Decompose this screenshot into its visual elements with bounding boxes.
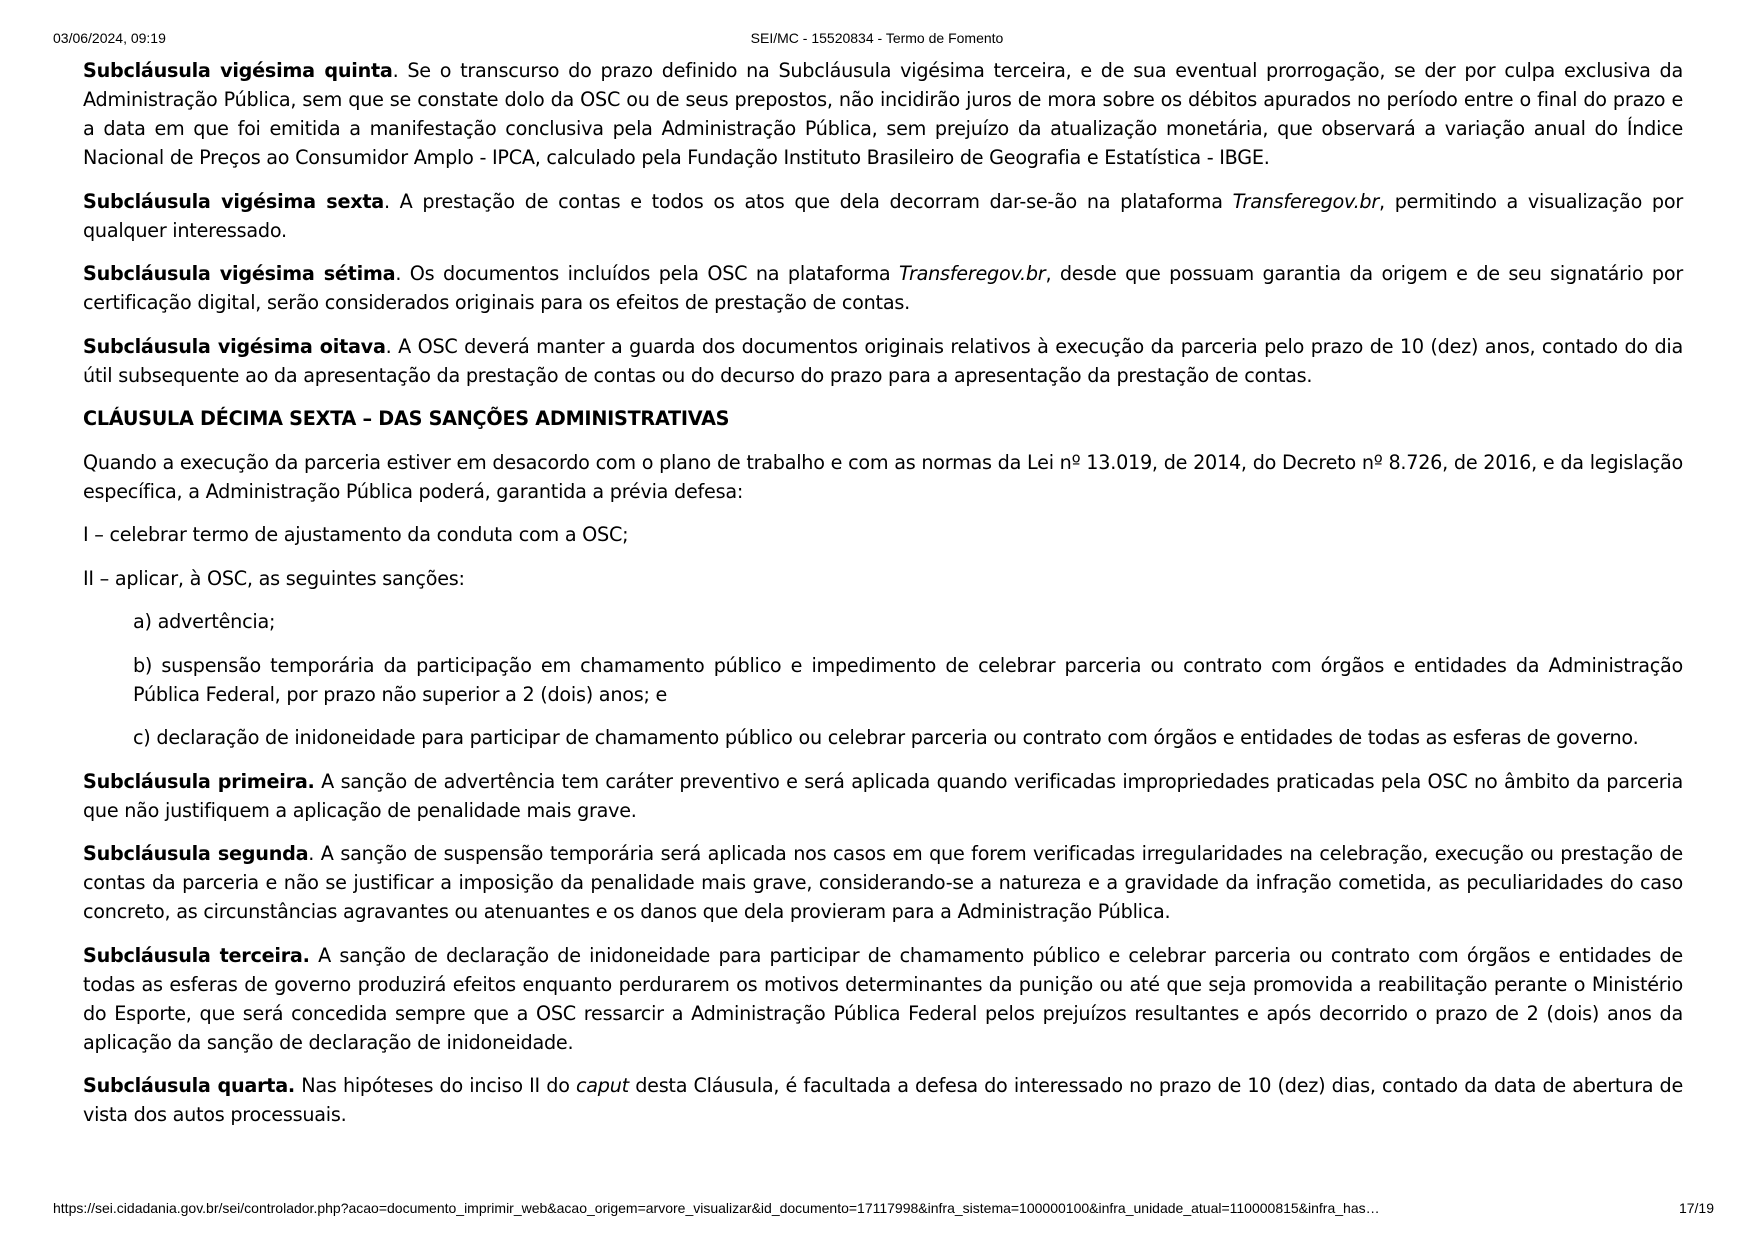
latin-term: caput: [575, 1074, 629, 1097]
paragraph-text: c) declaração de inidoneidade para participar de chamamento público ou celebrar parceria ou contrato com órgãos e entidades de todas as esferas de governo.: [133, 726, 1639, 749]
paragraph-text: . Se o transcurso do prazo definido na Subcláusula vigésima terceira, e de sua eventual prorrogação, se der por culpa exclusiva da Administração Pública, sem que se constate dolo da OSC ou de seus prepostos, não incidirão juros de mora sobre os débitos apurados no período entre o final do prazo e a data em que foi emitida a manifestação conclusiva pela Administração Pública, sem prejuízo da atualização monetária, que observará a variação anual do Índice Nacional de Preços ao Consumidor Amplo - IPCA, calculado pela Fundação Instituto Brasileiro de Geografia e Estatística - IBGE.: [83, 59, 1683, 169]
paragraph-text: desta Cláusula, é facultada a defesa do interessado no prazo de 10 (dez) dias, contado da data de abertura de vista dos autos processuais.: [83, 1074, 1683, 1126]
paragraph-text: , permitindo a visualização por qualquer interessado.: [83, 189, 1683, 242]
paragraph-subclausula-vigesima-sexta: [83, 187, 1683, 245]
print-document-title: SEI/MC - 15520834 - Termo de Fomento: [750, 30, 1004, 46]
paragraph-subitem-b: [133, 651, 1683, 709]
paragraph-item-ii: [83, 564, 1683, 593]
paragraph-clause-intro: [83, 448, 1683, 506]
paragraph-subitem-a: [133, 607, 1683, 636]
paragraph-text: . A sanção de suspensão temporária será aplicada nos casos em que forem verificadas irregularidades na celebração, execução ou prestação de contas da parceria e não se justificar a imposição da penalidade mais grave, considerando-se a natureza e a gravidade da infração cometida, as peculiaridades do caso concreto, as circunstâncias agravantes ou atenuantes e os danos que dela provieram para a Administração Pública.: [83, 842, 1683, 923]
print-header: [0, 30, 1754, 50]
platform-name: Transferegov.br: [899, 262, 1046, 285]
paragraph-subclausula-quarta: [83, 1071, 1683, 1129]
paragraph-lead: Subcláusula segunda: [83, 842, 309, 865]
paragraph-text: . A OSC deverá manter a guarda dos documentos originais relativos à execução da parceria pelo prazo de 10 (dez) anos, contado do dia útil subsequente ao da apresentação da prestação de contas ou do decurso do prazo para a apresentação da prestação de contas.: [83, 334, 1684, 387]
paragraph-item-i: [83, 520, 1683, 549]
paragraph-text: , desde que possuam garantia da origem e de seu signatário por certificação digital, serão considerados originais para os efeitos de prestação de contas.: [83, 262, 1683, 314]
paragraph-lead: Subcláusula quarta.: [83, 1074, 295, 1097]
paragraph-subclausula-vigesima-quinta: [83, 56, 1683, 172]
print-datetime: 03/06/2024, 09:19: [53, 30, 166, 46]
paragraph-text: . Os documentos incluídos pela OSC na plataforma: [395, 262, 900, 285]
document-body: [83, 56, 1683, 1144]
paragraph-text: . A prestação de contas e todos os atos que dela decorram dar-se-ão na plataforma: [383, 189, 1233, 213]
paragraph-lead: Subcláusula vigésima quinta: [83, 59, 393, 82]
clause-heading: [83, 404, 1683, 433]
paragraph-subclausula-vigesima-setima: [83, 259, 1683, 317]
paragraph-text: b) suspensão temporária da participação em chamamento público e impedimento de celebrar parceria ou contrato com órgãos e entidades da Administração Pública Federal, por prazo não superior a 2 (dois) anos; e: [133, 653, 1683, 706]
paragraph-subclausula-segunda: [83, 839, 1683, 926]
paragraph-lead: Subcláusula vigésima sétima: [83, 262, 396, 285]
platform-name: Transferegov.br: [1232, 189, 1379, 213]
paragraph-text: a) advertência;: [133, 610, 276, 633]
clause-heading-text: CLÁUSULA DÉCIMA SEXTA – DAS SANÇÕES ADMINISTRATIVAS: [83, 407, 730, 430]
paragraph-subitem-c: [133, 723, 1683, 752]
paragraph-lead: Subcláusula primeira.: [83, 769, 315, 793]
paragraph-subclausula-vigesima-oitava: [83, 332, 1683, 390]
paragraph-text: I – celebrar termo de ajustamento da conduta com a OSC;: [83, 523, 629, 546]
paragraph-lead: Subcláusula terceira.: [83, 943, 310, 967]
paragraph-lead: Subcláusula vigésima oitava: [83, 334, 386, 358]
paragraph-text: Quando a execução da parceria estiver em desacordo com o plano de trabalho e com as normas da Lei nº 13.019, de 2014, do Decreto nº 8.726, de 2016, e da legislação específica, a Administração Pública poderá, garantida a prévia defesa:: [83, 450, 1683, 503]
paragraph-text: A sanção de advertência tem caráter preventivo e será aplicada quando verificadas impropriedades praticadas pela OSC no âmbito da parceria que não justifiquem a aplicação de penalidade mais grave.: [83, 769, 1683, 822]
paragraph-text: Nas hipóteses do inciso II do: [294, 1074, 576, 1097]
paragraph-text: A sanção de declaração de inidoneidade para participar de chamamento público e celebrar parceria ou contrato com órgãos e entidades de todas as esferas de governo produzirá efeitos enquanto perdurarem os motivos determinantes da punição ou até que seja promovida a reabilitação perante o Ministério do Esporte, que será concedida sempre que a OSC ressarcir a Administração Pública Federal pelos prejuízos resultantes e após decorrido o prazo de 2 (dois) anos da aplicação da sanção de declaração de inidoneidade.: [83, 943, 1683, 1054]
print-footer: [0, 1200, 1754, 1220]
paragraph-text: II – aplicar, à OSC, as seguintes sanções:: [83, 566, 465, 590]
page-number: 17/19: [1678, 1200, 1714, 1216]
paragraph-lead: Subcláusula vigésima sexta: [83, 189, 384, 213]
paragraph-subclausula-terceira: [83, 941, 1683, 1057]
print-url: https://sei.cidadania.gov.br/sei/controlador.php?acao=documento_imprimir_web&acao_origem=arvore_visualizar&id_documento=17117998&infra_sistema=100000100&infra_unidade_atual=110000815&infra_has…: [53, 1200, 1380, 1216]
paragraph-subclausula-primeira: [83, 767, 1683, 825]
